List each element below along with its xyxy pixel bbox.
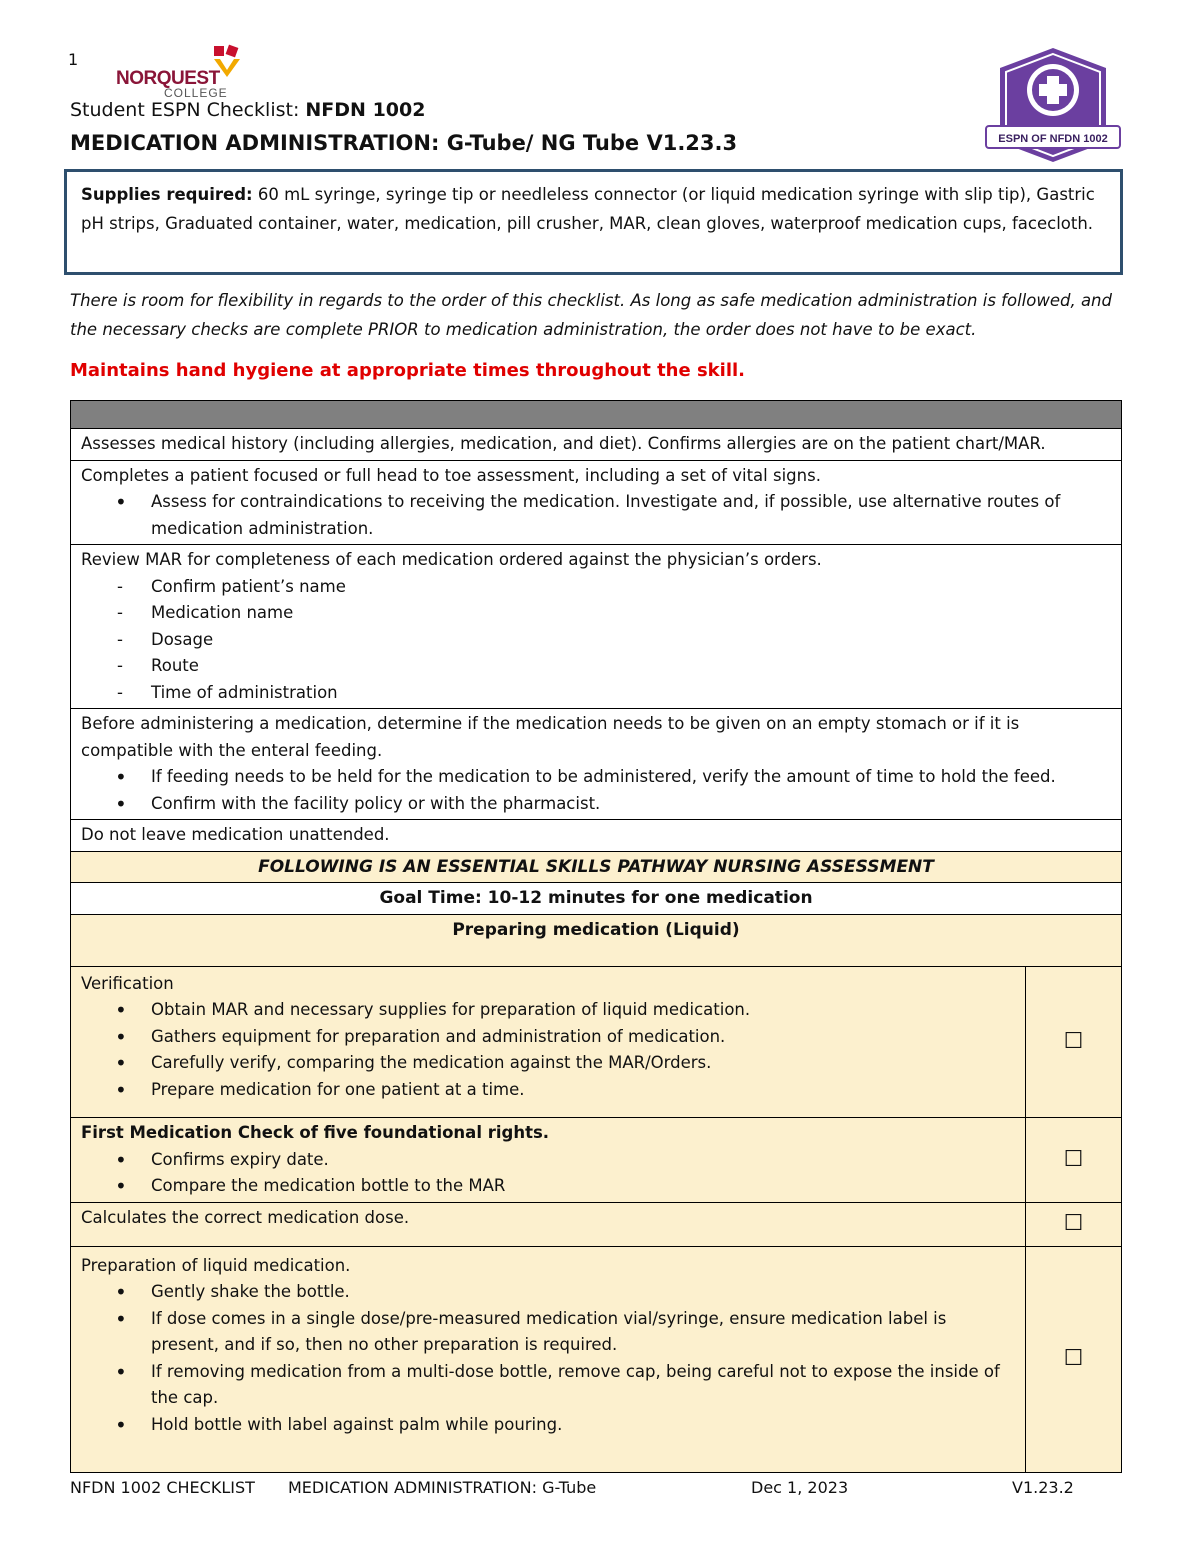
- table-header-row: [71, 401, 1122, 429]
- hand-hygiene-note: Maintains hand hygiene at appropriate times throughout the skill.: [70, 360, 745, 381]
- preparation-checkbox[interactable]: ☐: [1026, 1246, 1122, 1472]
- row-text: Review MAR for completeness of each medication ordered against the physician’s orders.: [81, 550, 822, 569]
- supplies-label: Supplies required:: [81, 185, 253, 204]
- table-header-bar: [71, 401, 1122, 429]
- row-preparation: [71, 1246, 1026, 1472]
- list-item: - Time of administration: [81, 680, 1111, 707]
- row-review-mar: [71, 545, 1122, 709]
- table-row: [71, 820, 1122, 852]
- list-item: • Compare the medication bottle to the MAR: [81, 1173, 1015, 1200]
- table-row: [71, 1118, 1122, 1203]
- section-subheading: Preparing medication (Liquid): [71, 914, 1122, 966]
- row-text: First Medication Check of five foundational rights.: [81, 1123, 550, 1142]
- page-footer: [70, 1478, 1130, 1502]
- row-calculate-dose: Calculates the correct medication dose.: [71, 1202, 1026, 1246]
- bullet-list: [81, 764, 1111, 817]
- list-item: • If feeding needs to be held for the medication to be administered, verify the amount of time to hold the feed.: [81, 764, 1111, 791]
- table-row: [71, 1246, 1122, 1472]
- logo-college: COLLEGE: [164, 86, 228, 100]
- footer-date: Dec 1, 2023: [751, 1478, 849, 1497]
- list-item: • Assess for contraindications to receiving the medication. Investigate and, if possible, use alternative routes of medication administration.: [81, 489, 1111, 542]
- section-heading: FOLLOWING IS AN ESSENTIAL SKILLS PATHWAY NURSING ASSESSMENT: [71, 851, 1122, 883]
- row-text: Completes a patient focused or full head to toe assessment, including a set of vital signs.: [81, 465, 821, 485]
- bullet-list: [81, 489, 1111, 542]
- list-item: • Obtain MAR and necessary supplies for preparation of liquid medication.: [81, 997, 1015, 1024]
- list-item: - Dosage: [81, 627, 1111, 654]
- list-item: - Confirm patient’s name: [81, 574, 1111, 601]
- logo-brand: NORQUEST: [116, 68, 220, 89]
- table-row: [71, 966, 1122, 1118]
- list-item: • Gently shake the bottle.: [81, 1279, 1015, 1306]
- footer-topic: MEDICATION ADMINISTRATION: G-Tube: [288, 1478, 597, 1497]
- row-text: Verification: [81, 973, 174, 993]
- row-text: Before administering a medication, determine if the medication needs to be given on an empty stomach or if it is compatible with the enteral feeding.: [81, 714, 1020, 760]
- badge-text: ESPN OF NFDN 1002: [998, 133, 1108, 145]
- list-item: • Confirm with the facility policy or with the pharmacist.: [81, 791, 1111, 818]
- list-item: • If dose comes in a single dose/pre-measured medication vial/syringe, ensure medication label is present, and if so, then no other preparation is required.: [81, 1306, 1015, 1359]
- row-first-check: [71, 1118, 1026, 1203]
- list-item: - Medication name: [81, 600, 1111, 627]
- list-item: • Confirms expiry date.: [81, 1147, 1015, 1174]
- page-number: 1: [68, 50, 79, 69]
- dash-list: [81, 574, 1111, 707]
- table-row: [71, 545, 1122, 709]
- row-unattended: Do not leave medication unattended.: [71, 820, 1122, 852]
- subtitle-prefix: Student ESPN Checklist:: [70, 99, 306, 121]
- subtitle-course: NFDN 1002: [305, 99, 426, 121]
- table-row: [71, 429, 1122, 461]
- table-row: [71, 460, 1122, 545]
- supplies-text: 60 mL syringe, syringe tip or needleless connector (or liquid medication syringe with slip tip), Gastric pH strips, Graduated container, water, medication, pill crusher, MAR, clean gloves, waterproof medication cups, facecloth.: [81, 185, 1095, 233]
- footer-course: NFDN 1002 CHECKLIST: [70, 1478, 255, 1497]
- section-header-row: [71, 851, 1122, 883]
- verification-checkbox[interactable]: ☐: [1026, 966, 1122, 1118]
- checklist-table: [70, 400, 1122, 1473]
- calculate-dose-checkbox[interactable]: ☐: [1026, 1202, 1122, 1246]
- list-item: - Route: [81, 653, 1111, 680]
- list-item: • Hold bottle with label against palm while pouring.: [81, 1412, 1015, 1439]
- espn-badge-icon: [982, 46, 1124, 164]
- page-title: MEDICATION ADMINISTRATION: G-Tube/ NG Tube V1.23.3: [70, 131, 738, 155]
- section-header-row: [71, 914, 1122, 966]
- supplies-box: [64, 169, 1123, 275]
- row-assessment: [71, 460, 1122, 545]
- bullet-list: [81, 1279, 1015, 1438]
- flexibility-note: There is room for flexibility in regards to the order of this checklist. As long as safe medication administration is followed, and the necessary checks are complete PRIOR to medication administration, the order does not have to be exact.: [70, 291, 1112, 339]
- list-item: • Prepare medication for one patient at a time.: [81, 1077, 1015, 1104]
- row-medical-history: Assesses medical history (including allergies, medication, and diet). Confirms allergies are on the patient chart/MAR.: [71, 429, 1122, 461]
- bullet-list: [81, 1147, 1015, 1200]
- footer-version: V1.23.2: [1012, 1478, 1074, 1497]
- list-item: • Gathers equipment for preparation and administration of medication.: [81, 1024, 1015, 1051]
- row-enteral-feeding: [71, 709, 1122, 820]
- bullet-list: [81, 997, 1015, 1103]
- row-text: Preparation of liquid medication.: [81, 1255, 351, 1275]
- list-item: • If removing medication from a multi-dose bottle, remove cap, being careful not to expose the inside of the cap.: [81, 1359, 1015, 1412]
- table-row: [71, 1202, 1122, 1246]
- subtitle: [70, 99, 425, 121]
- row-verification: [71, 966, 1026, 1118]
- table-row: [71, 709, 1122, 820]
- goal-time: Goal Time: 10-12 minutes for one medication: [71, 883, 1122, 915]
- norquest-logo: [116, 44, 256, 102]
- section-header-row: [71, 883, 1122, 915]
- list-item: • Carefully verify, comparing the medication against the MAR/Orders.: [81, 1050, 1015, 1077]
- first-check-checkbox[interactable]: ☐: [1026, 1118, 1122, 1203]
